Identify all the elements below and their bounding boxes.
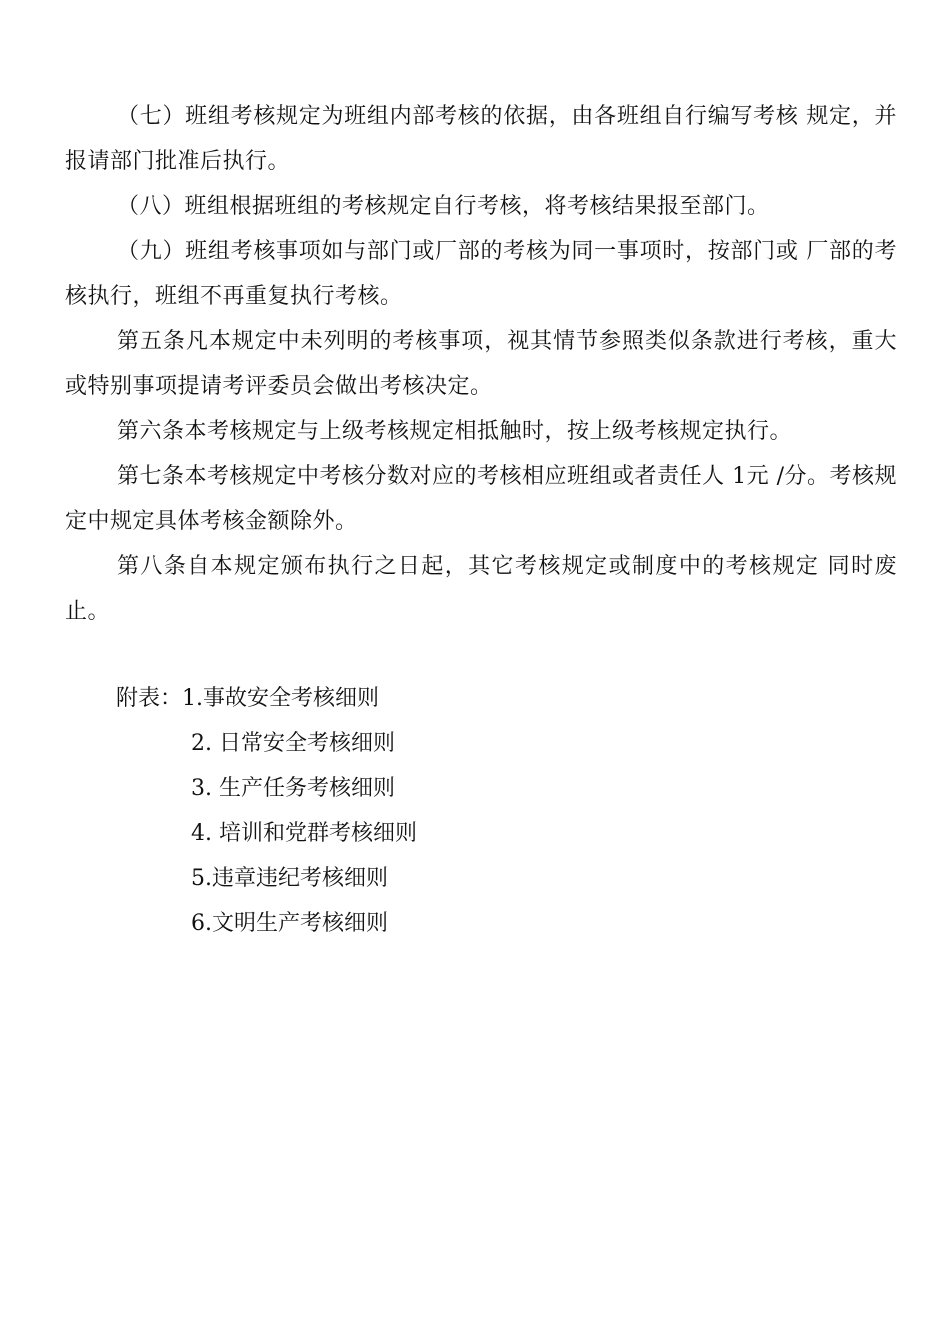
article-7: 第七条本考核规定中考核分数对应的考核相应班组或者责任人 1元 /分。考核规定中规定具体考核金额除外。 (65, 464, 897, 534)
paragraph-item-8: （八）班组根据班组的考核规定自行考核，将考核结果报至部门。 (117, 194, 770, 219)
attachment-item: 2. 日常安全考核细则 (191, 731, 395, 756)
article-5: 第五条凡本规定中未列明的考核事项，视其情节参照类似条款进行考核，重大或特别事项提请考评委员会做出考核决定。 (65, 329, 897, 399)
attachment-header-row (116, 676, 716, 721)
article-6: 第六条本考核规定与上级考核规定相抵触时，按上级考核规定执行。 (117, 419, 793, 444)
paragraph-item-7: （七）班组考核规定为班组内部考核的依据，由各班组自行编写考核 规定，并报请部门批准后执行。 (65, 104, 897, 174)
attachment-list (116, 676, 716, 946)
attachment-item: 1.事故安全考核细则 (182, 686, 380, 711)
paragraph-item-9: （九）班组考核事项如与部门或厂部的考核为同一事项时，按部门或 厂部的考核执行，班组不再重复执行考核。 (65, 239, 897, 309)
attachment-label: 附表： (116, 686, 183, 711)
attachment-item: 6.文明生产考核细则 (191, 911, 388, 936)
attachment-item: 4. 培训和党群考核细则 (191, 821, 417, 846)
article-8: 第八条自本规定颁布执行之日起，其它考核规定或制度中的考核规定 同时废止。 (65, 554, 897, 624)
regulation-body (65, 94, 897, 634)
attachment-item: 5.违章违纪考核细则 (191, 866, 388, 891)
attachment-item: 3. 生产任务考核细则 (191, 776, 395, 801)
